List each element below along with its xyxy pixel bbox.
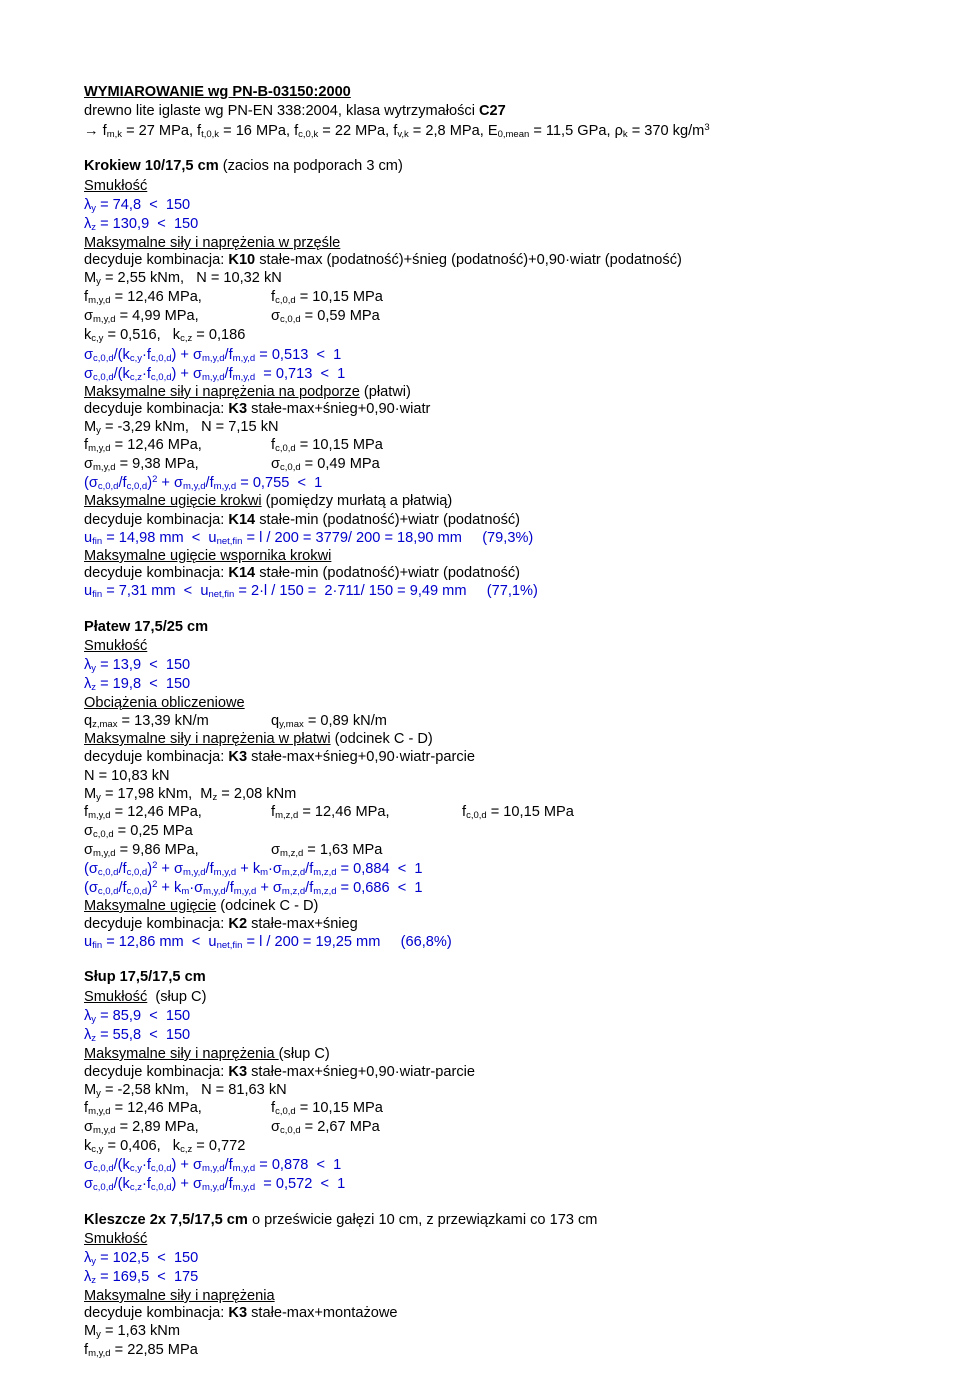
text-line: $M_y = -3,29$ kNm, N = 7,15 kN (84, 419, 279, 436)
text-line: $(\sigma_{c,0,d}/f_{c,0,d})^2 + k_m\cdot\sigma_{m,y,d}/f_{m,y,d} + \sigma_{m,z,d}/f_{m,z,d} = 0,686 < 1$ (84, 879, 423, 897)
text-line: decyduje kombinacja: K3 stałe-max+montażowe (84, 1305, 398, 1321)
text-line: $\lambda_z = 55,8 < 150$ (84, 1027, 191, 1044)
text-line: $f_{m,y,d} = 12,46$ MPa, $f_{c,0,d} = 10,15$ MPa (84, 289, 383, 306)
text-line: Maksymalne ugięcie (odcinek C - D) (84, 898, 319, 914)
text-line: $\lambda_z = 169,5 < 175$ (84, 1269, 199, 1286)
text-line: decyduje kombinacja: K10 stałe-max (podatność)+śnieg (podatność)+0,90·wiatr (podatność) (84, 252, 682, 268)
text-line: $q_{z,max} = 13,39$ kN/m $q_{y,max} = 0,89$ kN/m (84, 713, 387, 730)
text-line: Słup 17,5/17,5 cm (84, 969, 206, 985)
text-line: $\sigma_{c,0,d}/(k_{c,z}\cdot f_{c,0,d}) + \sigma_{m,y,d}/f_{m,y,d} = 0,713 < 1$ (84, 366, 346, 383)
text-line: Maksymalne ugięcie krokwi (pomiędzy murłatą a płatwią) (84, 493, 453, 509)
text-line: decyduje kombinacja: K14 stałe-min (podatność)+wiatr (podatność) (84, 512, 521, 528)
text-line: $f_{m,y,d} = 12,46$ MPa, $f_{c,0,d} = 10,15$ MPa (84, 437, 383, 454)
text-line: decyduje kombinacja: K3 stałe-max+śnieg+0,90·wiatr (84, 401, 431, 417)
text-line: $M_y = -2,58$ kNm, N = 81,63 kN (84, 1082, 287, 1099)
text-line: Maksymalne siły i naprężenia (84, 1288, 275, 1304)
text-line: Smukłość (84, 638, 148, 654)
text-line: Maksymalne siły i naprężenia (słup C) (84, 1046, 330, 1062)
text-line: decyduje kombinacja: K3 stałe-max+śnieg+0,90·wiatr-parcie (84, 749, 475, 765)
text-line: Smukłość (84, 178, 148, 194)
text-line: $\sigma_{c,0,d}/(k_{c,y}\cdot f_{c,0,d}) + \sigma_{m,y,d}/f_{m,y,d} = 0,513 < 1$ (84, 347, 342, 364)
text-line: $f_{m,y,d} = 12,46$ MPa, $f_{m,z,d} = 12,46$ MPa, $f_{c,0,d} = 10,15$ MPa (84, 804, 574, 821)
text-line: Smukłość (84, 1231, 148, 1247)
text-line: $\lambda_y = 102,5 < 150$ (84, 1250, 199, 1267)
text-line: $M_y = 1,63$ kNm (84, 1323, 181, 1340)
text-line: Krokiew 10/17,5 cm (zacios na podporach 3 cm) (84, 158, 403, 174)
text-line: Maksymalne siły i naprężenia na podporze (płatwi) (84, 384, 411, 400)
text-line: decyduje kombinacja: K2 stałe-max+śnieg (84, 916, 358, 932)
text-line: $\sigma_{m,y,d} = 9,38$ MPa, $\sigma_{c,0,d} = 0,49$ MPa (84, 456, 380, 473)
text-line: $\lambda_y = 13,9 < 150$ (84, 657, 191, 674)
text-line: $k_{c,y} = 0,406$, $k_{c,z} = 0,772$ (84, 1138, 246, 1155)
text-line: $M_y = 17,98$ kNm, $M_z = 2,08$ kNm (84, 786, 297, 803)
text-line: $\sigma_{c,0,d}/(k_{c,y}\cdot f_{c,0,d}) + \sigma_{m,y,d}/f_{m,y,d} = 0,878 < 1$ (84, 1157, 342, 1174)
text-line: $k_{c,y} = 0,516$, $k_{c,z} = 0,186$ (84, 327, 246, 344)
text-line: $f_{m,y,d} = 12,46$ MPa, $f_{c,0,d} = 10,15$ MPa (84, 1100, 383, 1117)
text-line: $\lambda_z = 130,9 < 150$ (84, 216, 199, 233)
text-line: Kleszcze 2x 7,5/17,5 cm o prześwicie gałęzi 10 cm, z przewiązkami co 173 cm (84, 1212, 598, 1228)
text-line: N = 10,83 kN (84, 768, 170, 784)
text-line: $u_{fin} = 7,31$ mm < $u_{net,fin} = 2\cdot l / 150 = 2\cdot 711/$ 150 = 9,49 mm (77,1%) (84, 583, 538, 600)
text-line: $\sigma_{c,0,d} = 0,25$ MPa (84, 823, 193, 840)
text-line: $\lambda_z = 19,8 < 150$ (84, 676, 191, 693)
text-line: → $f_{m,k} = 27$ MPa, $f_{t,0,k} = 16$ MPa, $f_{c,0,k} = 22$ MPa, $f_{v,k} = 2,8$ MPa, $E_{0,mean} = 11,5$ GPa, $\rho_k = 370$ $kg/m^3$ (84, 122, 710, 140)
text-line: drewno lite iglaste wg PN-EN 338:2004, klasa wytrzymałości C27 (84, 103, 506, 119)
text-line: $\sigma_{m,y,d} = 9,86$ MPa, $\sigma_{m,z,d} = 1,63$ MPa (84, 842, 383, 859)
text-line: decyduje kombinacja: K3 stałe-max+śnieg+0,90·wiatr-parcie (84, 1064, 475, 1080)
text-line: $\sigma_{c,0,d}/(k_{c,z}\cdot f_{c,0,d}) + \sigma_{m,y,d}/f_{m,y,d} = 0,572 < 1$ (84, 1176, 346, 1193)
text-line: Obciążenia obliczeniowe (84, 695, 245, 711)
text-line: $\lambda_y = 85,9 < 150$ (84, 1008, 191, 1025)
text-line: $\sigma_{m,y,d} = 4,99$ MPa, $\sigma_{c,0,d} = 0,59$ MPa (84, 308, 380, 325)
text-line: $(\sigma_{c,0,d}/f_{c,0,d})^2 + \sigma_{m,y,d}/f_{m,y,d} + k_m\cdot\sigma_{m,z,d}/f_{m,z,d} = 0,884 < 1$ (84, 860, 423, 878)
text-line: Maksymalne siły i naprężenia w płatwi (odcinek C - D) (84, 731, 433, 747)
text-line: Płatew 17,5/25 cm (84, 619, 209, 635)
text-line: $M_y = 2,55$ kNm, N = 10,32 kN (84, 270, 282, 287)
text-line: decyduje kombinacja: K14 stałe-min (podatność)+wiatr (podatność) (84, 565, 521, 581)
text-line: Maksymalne ugięcie wspornika krokwi (84, 548, 332, 564)
text-line: $f_{m,y,d} = 22,85$ MPa (84, 1342, 198, 1359)
text-line: Smukłość (słup C) (84, 989, 207, 1005)
text-line: $u_{fin} = 12,86$ mm < $u_{net,fin} = l / 200 = 19,25$ mm (66,8%) (84, 934, 452, 951)
text-line: Maksymalne siły i naprężenia w przęśle (84, 235, 341, 251)
text-line: $\lambda_y = 74,8 < 150$ (84, 197, 191, 214)
text-line: WYMIAROWANIE wg PN-B-03150:2000 (84, 84, 351, 100)
text-line: $u_{fin} = 14,98$ mm < $u_{net,fin} = l / 200 = 3779/$ 200 = 18,90 mm (79,3%) (84, 530, 534, 547)
text-line: $\sigma_{m,y,d} = 2,89$ MPa, $\sigma_{c,0,d} = 2,67$ MPa (84, 1119, 380, 1136)
text-line: $(\sigma_{c,0,d}/f_{c,0,d})^2 + \sigma_{m,y,d}/f_{m,y,d} = 0,755 < 1$ (84, 474, 323, 492)
